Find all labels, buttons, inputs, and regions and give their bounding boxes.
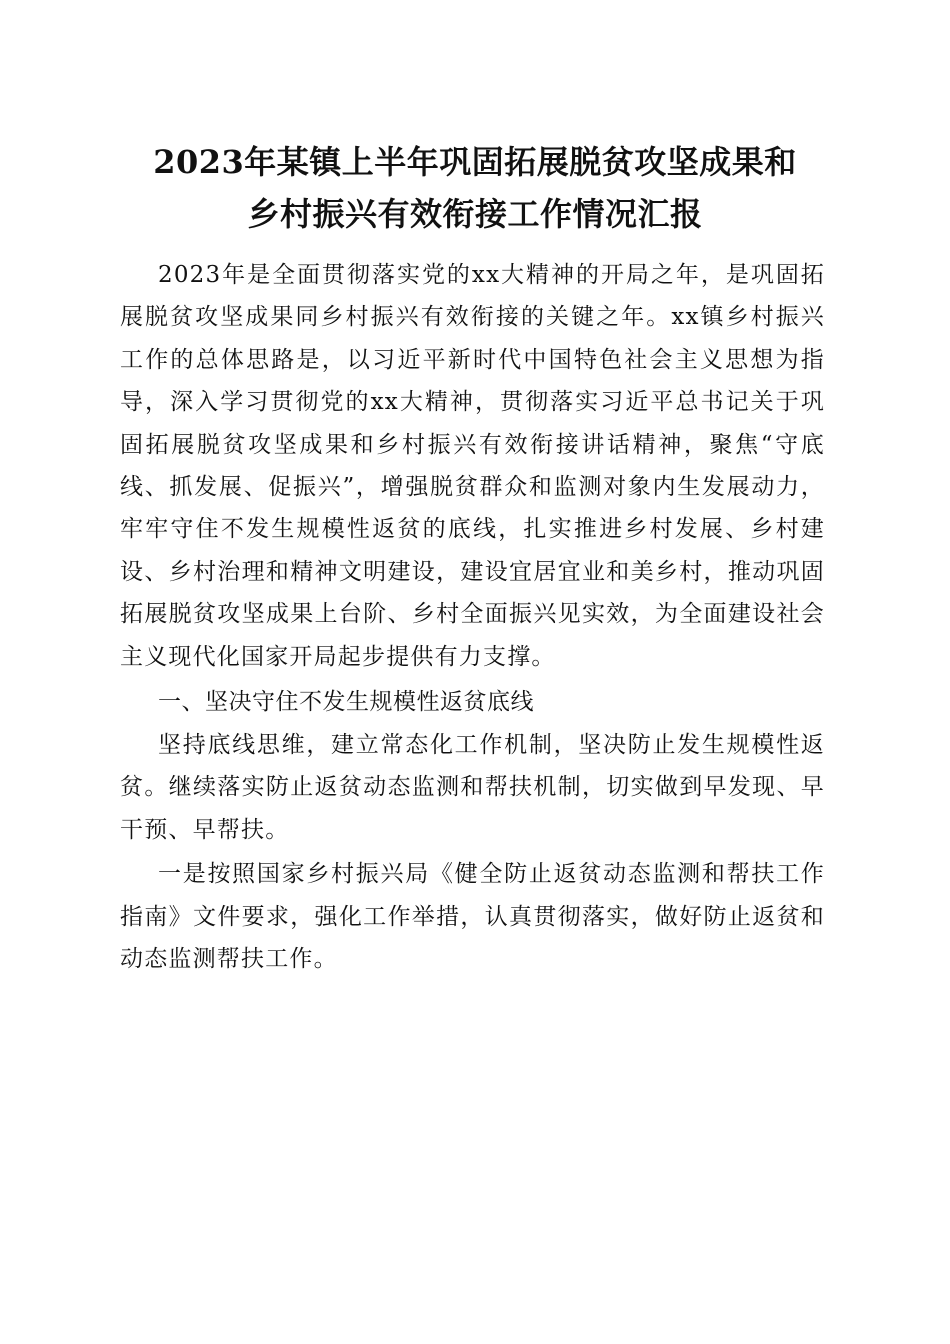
title-line-2: 乡村振兴有效衔接工作情况汇报 [247,195,703,233]
section-1-paragraph-2: 一是按照国家乡村振兴局《健全防止返贫动态监测和帮扶工作指南》文件要求，强化工作举措，认真贯彻落实，做好防止返贫和动态监测帮扶工作。 [120,861,825,973]
title-line-1: 2023年某镇上半年巩固拓展脱贫攻坚成果和 [153,143,797,181]
document-body [120,254,825,983]
intro-paragraph: 2023年是全面贯彻落实党的xx大精神的开局之年，是巩固拓展脱贫攻坚成果同乡村振兴有效衔接的关键之年。xx镇乡村振兴工作的总体思路是，以习近平新时代中国特色社会主义思想为指导，深入学习贯彻党的xx大精神，贯彻落实习近平总书记关于巩固拓展脱贫攻坚成果和乡村振兴有效衔接讲话精神，聚焦“守底线、抓发展、促振兴”，增强脱贫群众和监测对象内生发展动力，牢牢守住不发生规模性返贫的底线，扎实推进乡村发展、乡村建设、乡村治理和精神文明建设，建设宜居宜业和美乡村，推动巩固拓展脱贫攻坚成果上台阶、乡村全面振兴见实效，为全面建设社会主义现代化国家开局起步提供有力支撑。 [120,262,825,670]
document-title [100,136,850,240]
section-heading-1: 一、坚决守住不发生规模性返贫底线 [158,689,534,716]
section-1-paragraph-1: 坚持底线思维，建立常态化工作机制，坚决防止发生规模性返贫。继续落实防止返贫动态监测和帮扶机制，切实做到早发现、早干预、早帮扶。 [120,732,825,843]
